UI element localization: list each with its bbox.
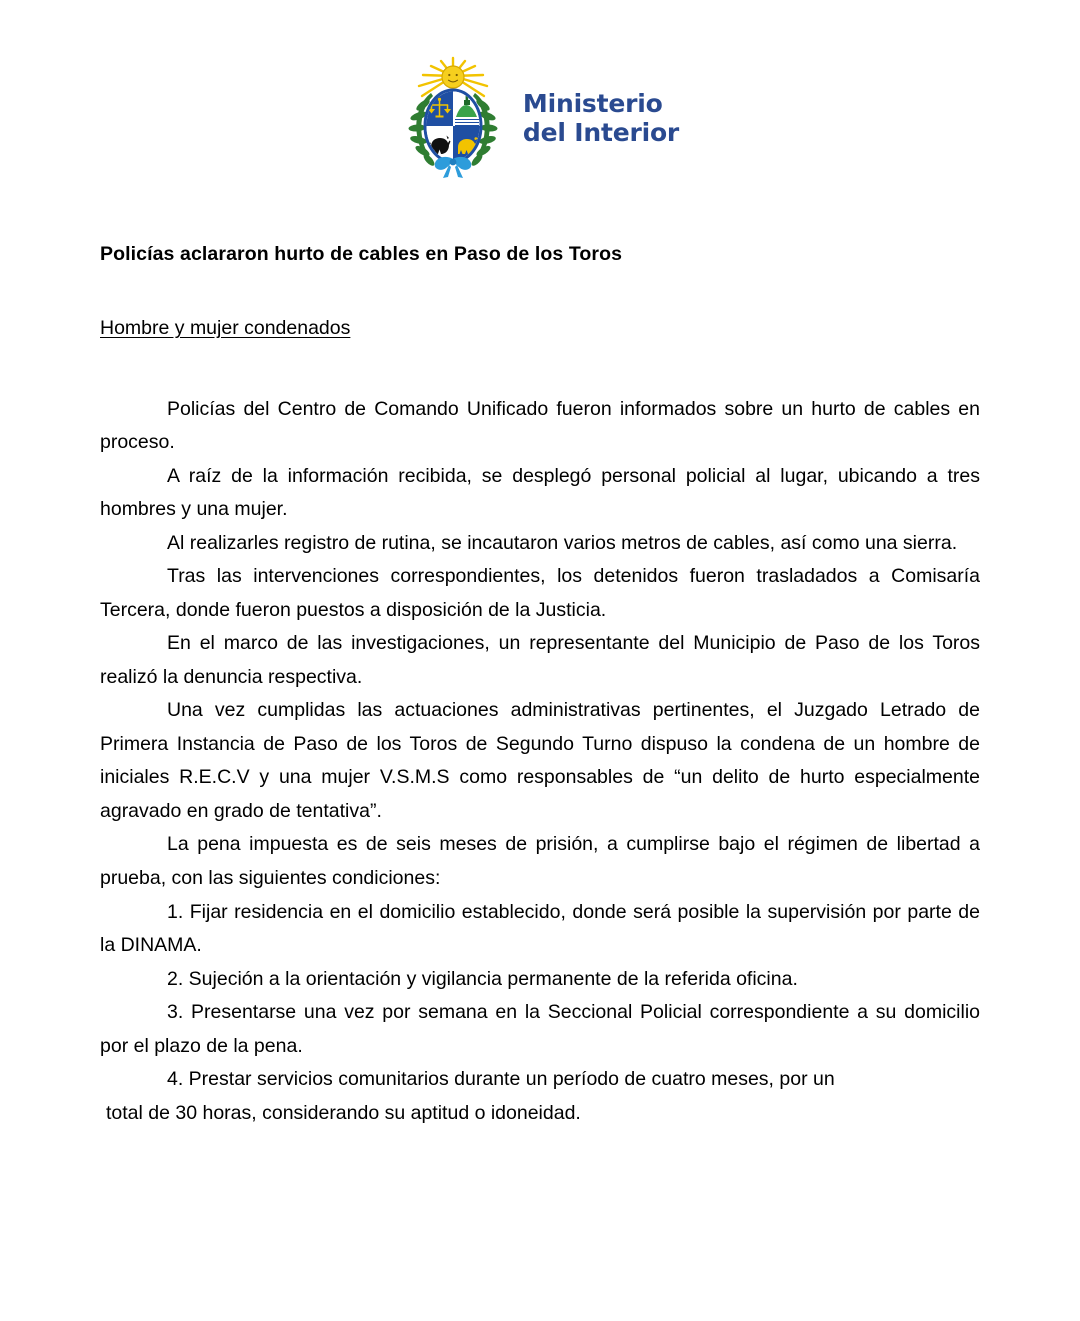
- condition-item-3: 3. Presentarse una vez por semana en la Seccional Policial correspondiente a su domicilio por el plazo de la pena.: [100, 1001, 980, 1057]
- ministry-name-line-2: del Interior: [522, 118, 680, 147]
- body-paragraph: La pena impuesta es de seis meses de prisión, a cumplirse bajo el régimen de libertad a prueba, con las siguientes condiciones:: [100, 833, 980, 889]
- ministry-wordmark: [523, 89, 679, 148]
- body-paragraph: Al realizarles registro de rutina, se incautaron varios metros de cables, así como una sierra.: [167, 531, 958, 554]
- body-paragraph: Una vez cumplidas las actuaciones administrativas pertinentes, el Juzgado Letrado de Primera Instancia de Paso de los Toros de Segundo Turno dispuso la condena de un hombre de iniciales R.E.C.V y una mujer V.S.M.S como responsables de “un delito de hurto especialmente agravado en grado de tentativa”.: [100, 699, 980, 822]
- body-paragraph: En el marco de las investigaciones, un representante del Municipio de Paso de los Toros realizó la denuncia respectiva.: [100, 632, 980, 688]
- body-paragraph: A raíz de la información recibida, se desplegó personal policial al lugar, ubicando a tres hombres y una mujer.: [100, 464, 980, 521]
- condition-item-4-tail: total de 30 horas, considerando su aptitud o idoneidad.: [106, 1101, 581, 1124]
- ministry-name-line-1: Ministerio: [522, 88, 663, 118]
- coat-of-arms-icon: [401, 55, 505, 181]
- body-paragraph: Policías del Centro de Comando Unificado fueron informados sobre un hurto de cables en proceso.: [100, 397, 980, 454]
- condition-item-4-head: 4. Prestar servicios comunitarios durante un período de cuatro meses, por un: [167, 1068, 835, 1091]
- condition-item-4: [100, 1063, 980, 1130]
- document-subtitle: Hombre y mujer condenados: [100, 317, 351, 340]
- letterhead: [0, 0, 1080, 188]
- condition-item-1: 1. Fijar residencia en el domicilio establecido, donde será posible la supervisión por parte de la DINAMA.: [100, 900, 980, 957]
- body-paragraph: Tras las intervenciones correspondientes, los detenidos fueron trasladados a Comisaría Tercera, donde fueron puestos a disposición de la Justicia.: [100, 565, 980, 621]
- page-title: Policías aclararon hurto de cables en Paso de los Toros: [100, 243, 623, 265]
- condition-item-2: 2. Sujeción a la orientación y vigilancia permanente de la referida oficina.: [167, 967, 798, 990]
- title-spacer: [100, 268, 980, 314]
- subtitle-spacer: [100, 343, 980, 393]
- document-body: [100, 240, 980, 1130]
